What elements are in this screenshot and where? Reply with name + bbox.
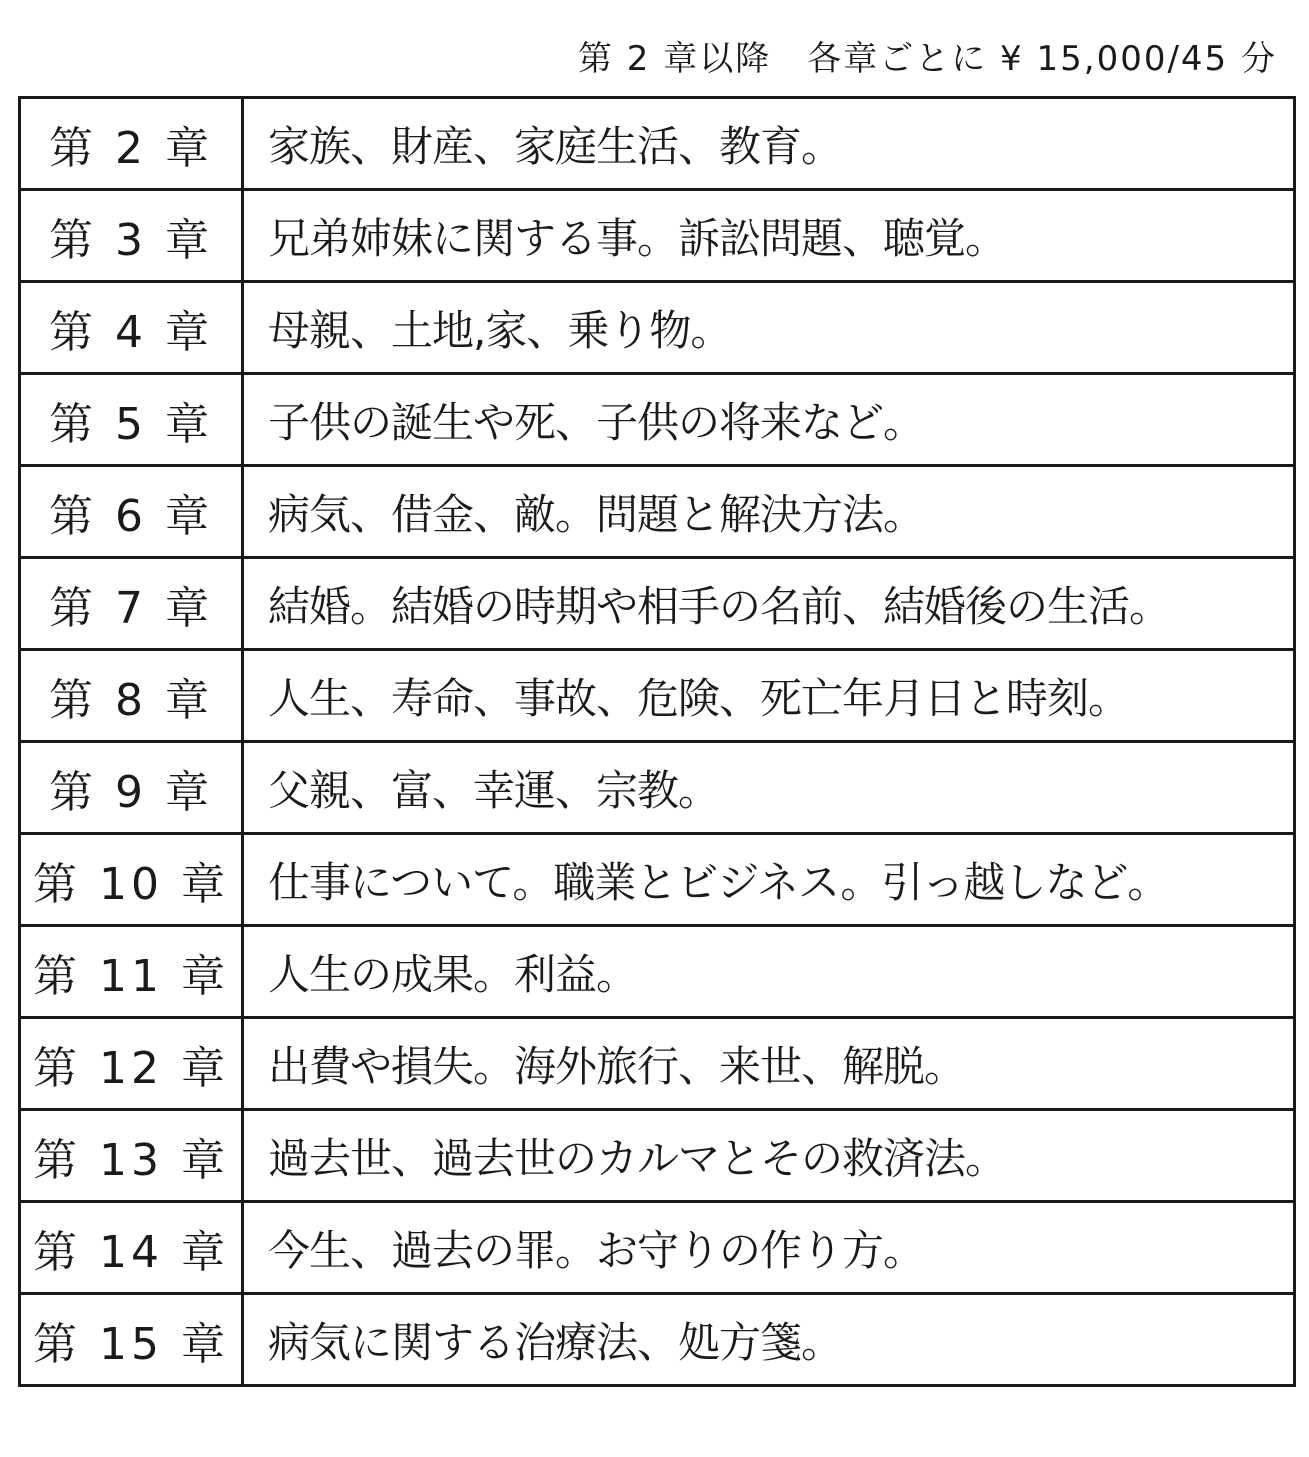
price-note: 第 2 章以降 各章ごとに ¥ 15,000/45 分	[578, 39, 1277, 79]
table-row	[20, 1110, 1295, 1202]
chapter-label: 第 13 章	[20, 1110, 243, 1202]
chapter-topic: 仕事について。職業とビジネス。引っ越しなど。	[243, 834, 1295, 926]
chapter-topic: 今生、過去の罪。お守りの作り方。	[243, 1202, 1295, 1294]
chapter-label: 第 2 章	[20, 98, 243, 190]
chapter-topic: 病気、借金、敵。問題と解決方法。	[243, 466, 1295, 558]
chapter-label: 第 15 章	[20, 1294, 243, 1386]
table-row	[20, 1294, 1295, 1386]
table-row	[20, 834, 1295, 926]
table-row	[20, 282, 1295, 374]
chapter-topic: 母親、土地,家、乗り物。	[243, 282, 1295, 374]
table-row	[20, 466, 1295, 558]
chapter-topic: 兄弟姉妹に関する事。訴訟問題、聴覚。	[243, 190, 1295, 282]
chapter-topic: 過去世、過去世のカルマとその救済法。	[243, 1110, 1295, 1202]
table-row	[20, 98, 1295, 190]
chapter-label: 第 10 章	[20, 834, 243, 926]
chapter-label: 第 5 章	[20, 374, 243, 466]
table-row	[20, 190, 1295, 282]
chapter-topic: 父親、富、幸運、宗教。	[243, 742, 1295, 834]
table-row	[20, 558, 1295, 650]
chapter-label: 第 11 章	[20, 926, 243, 1018]
chapter-label: 第 14 章	[20, 1202, 243, 1294]
chapter-label: 第 3 章	[20, 190, 243, 282]
chapter-table	[18, 96, 1296, 1387]
chapter-topic: 人生の成果。利益。	[243, 926, 1295, 1018]
chapter-topic: 結婚。結婚の時期や相手の名前、結婚後の生活。	[243, 558, 1295, 650]
table-row	[20, 926, 1295, 1018]
chapter-label: 第 4 章	[20, 282, 243, 374]
chapter-topic: 出費や損失。海外旅行、来世、解脱。	[243, 1018, 1295, 1110]
chapter-topic: 病気に関する治療法、処方箋。	[243, 1294, 1295, 1386]
table-row	[20, 1018, 1295, 1110]
chapter-label: 第 6 章	[20, 466, 243, 558]
table-row	[20, 374, 1295, 466]
chapter-topic: 人生、寿命、事故、危険、死亡年月日と時刻。	[243, 650, 1295, 742]
chapter-label: 第 7 章	[20, 558, 243, 650]
chapter-label: 第 8 章	[20, 650, 243, 742]
chapter-topic: 家族、財産、家庭生活、教育。	[243, 98, 1295, 190]
table-row	[20, 1202, 1295, 1294]
chapter-label: 第 9 章	[20, 742, 243, 834]
chapter-topic: 子供の誕生や死、子供の将来など。	[243, 374, 1295, 466]
chapter-label: 第 12 章	[20, 1018, 243, 1110]
table-row	[20, 742, 1295, 834]
table-row	[20, 650, 1295, 742]
